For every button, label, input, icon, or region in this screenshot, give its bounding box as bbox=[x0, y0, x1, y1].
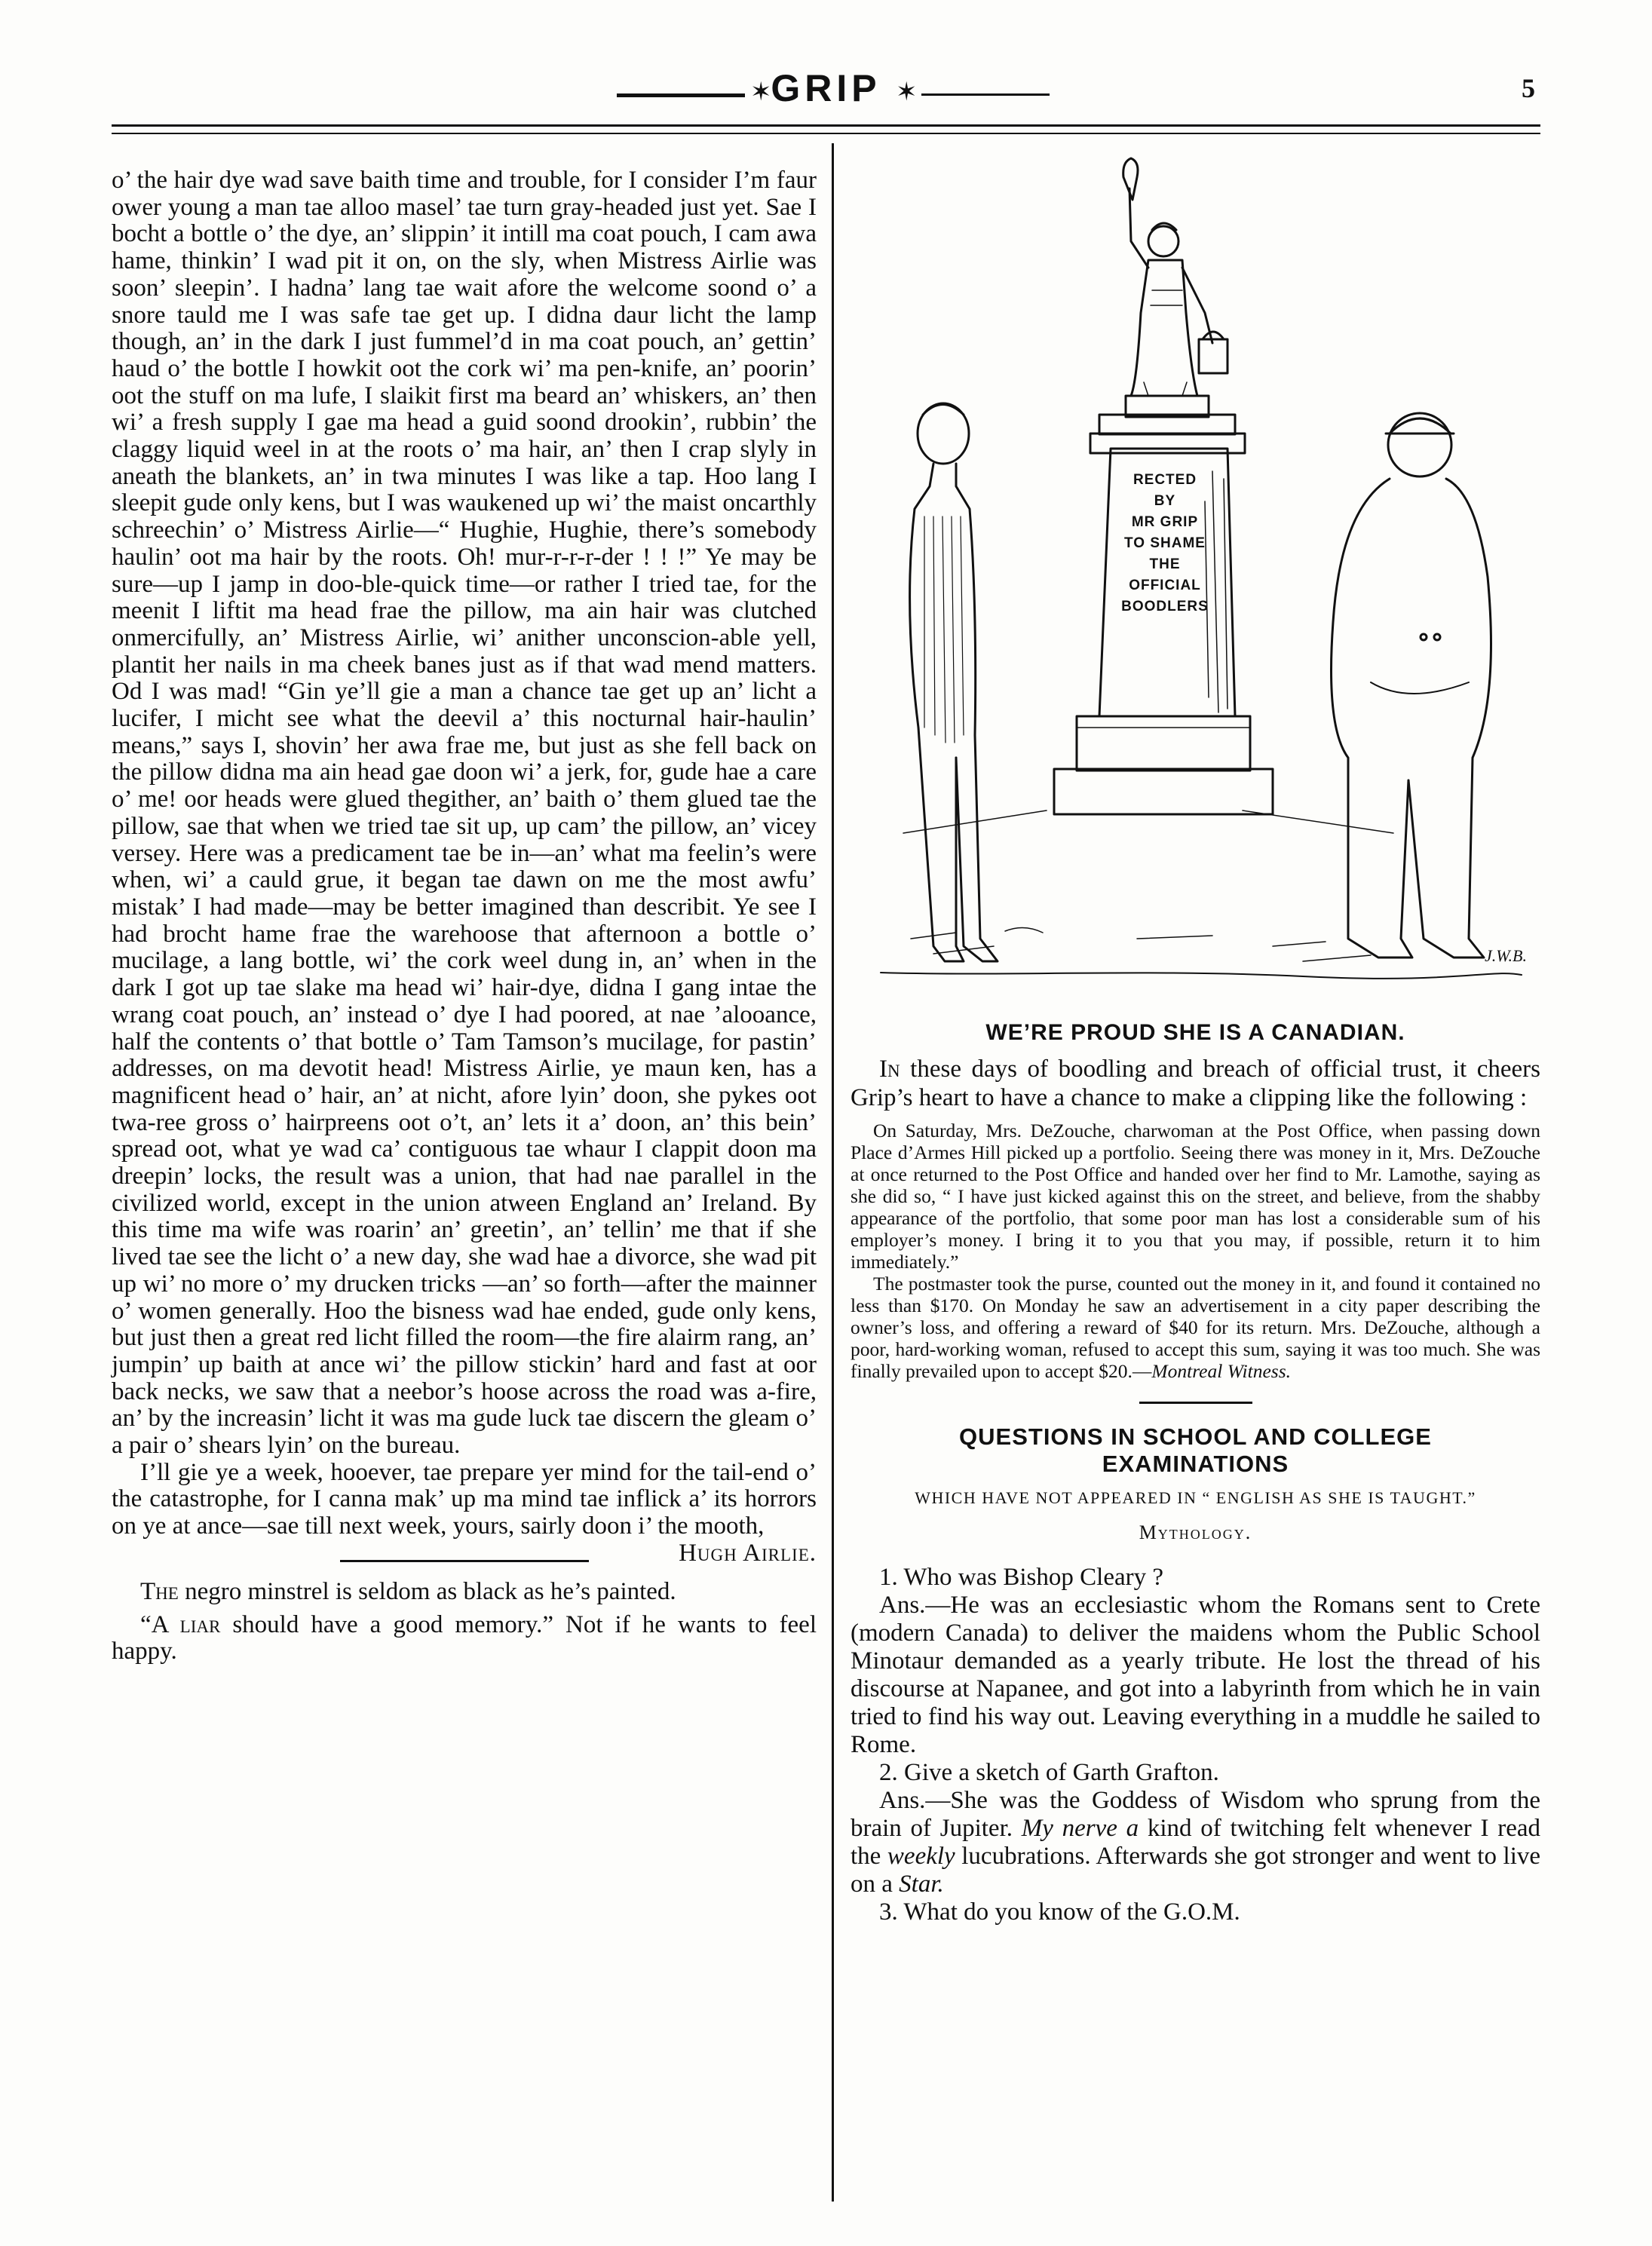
squib-text: negro minstrel is seldom as black as he’s painted. bbox=[185, 1577, 676, 1605]
monument-inscription bbox=[1116, 470, 1214, 617]
clipping-text: The postmaster took the purse, counted out the money in it, and found it contained no less than $170. On Monday he saw an advertisement in a city paper describing the owner’s loss, and offering a reward of $40 for its return. Mrs. DeZouche, although a poor, hard-working woman, refused to accept this sum, saying it was too much. She was finally prevailed upon to accept $20.— bbox=[851, 1273, 1540, 1382]
answer-text: lucubrations. Afterwards she got stronger and went to live on a bbox=[851, 1843, 1541, 1898]
column-divider bbox=[832, 143, 834, 2202]
masthead-rule-right bbox=[921, 93, 1050, 96]
answer-italic: weekly bbox=[887, 1843, 955, 1870]
squib-lead: The bbox=[140, 1577, 179, 1605]
questions-heading-line-2: EXAMINATIONS bbox=[1102, 1451, 1289, 1477]
question-1: 1. Who was Bishop Cleary ? bbox=[879, 1564, 1164, 1591]
squib-liar bbox=[112, 1612, 817, 1665]
right-column bbox=[851, 155, 1540, 1926]
page-number: 5 bbox=[1522, 73, 1535, 103]
left-column bbox=[112, 167, 817, 1665]
news-clipping-paragraph bbox=[851, 1273, 1540, 1382]
answer-2 bbox=[851, 1787, 1540, 1898]
answer-italic: My nerve a bbox=[1021, 1815, 1139, 1842]
star-ornament-right: ✶ bbox=[896, 78, 918, 106]
header-rule-bottom bbox=[112, 133, 1540, 134]
answer-text: Ans.—She was the Goddess of Wisdom who sprung from the brain of Jupiter. bbox=[851, 1787, 1540, 1842]
questions-heading: QUESTIONS IN SCHOOL AND COLLEGE bbox=[959, 1423, 1432, 1450]
answer-1: Ans.—He was an ecclesiastic whom the Romans sent to Crete (modern Canada) to deliver the maidens whom the Public School Minotaur demanded as a yearly tribute. He lost the thread of his discourse at Napanee, and got into a labyrinth from which he in vain tried to find his way out. Leaving everything in a muddle he sailed to Rome. bbox=[851, 1592, 1540, 1758]
cartoon-caption: WE’RE PROUD SHE IS A CANADIAN. bbox=[985, 1020, 1405, 1045]
section-title-mythology: Mythology. bbox=[1139, 1521, 1252, 1543]
answer-italic: Star. bbox=[899, 1871, 944, 1898]
author-signature: Hugh Airlie. bbox=[679, 1539, 817, 1567]
masthead-title: GRIP bbox=[771, 67, 881, 109]
squib-text: should have a good memory.” Not if he wants to feel happy. bbox=[112, 1610, 817, 1665]
inscription-line: OFFICIAL bbox=[1129, 578, 1201, 593]
story-closing-paragraph bbox=[112, 1458, 817, 1567]
story-paragraph: o’ the hair dye wad save baith time and trouble, for I consider I’m faur ower young a man tae alloo masel’ tae turn gray-headed just yet. Sae I bocht a bottle o’ the dye, an’ slippin’ it intill ma coat pouch, I cam awa hame, thinkin’ I wad pit it on, on the sly, when Mistress Airlie was soon’ sleepin’. I hadna’ lang tae wait afore the welcome soond o’ a snore tauld me I was safe tae get up. I didna daur licht the lamp though, an’ in the dark I just fummel’d in ma coat pouch, an’ gettin’ haud o’ the bottle I howkit oot the cork wi’ ma pen-knife, an’ poorin’ oot the stuff on ma lufe, I slaikit first ma beard an’ whiskers, an’ then wi’ a fresh supply I gae ma head a guid soond drookin’, rubbin’ the claggy liquid weel in at the roots o’ ma hair, an’ then I crap slyly in aneath the blankets, an’ in twa minutes I was like a tap. Hoo lang I sleepit gude only kens, but I was waukened up wi’ the maist oncarthly schreechin’ o’ Mistress Airlie—“ Hughie, Hughie, there’s somebody haulin’ oot ma hair by the roots. Oh! mur-r-r-r-der ! ! !” Ye may be sure—up I jamp in doo-ble-quick time—or rather I tried tae, for the meenit I liftit ma head frae the pillow, ma ain hair was clutched onmercifully, an’ Mistress Airlie, wi’ anither unconscion-able yell, plantit her nails in ma cheek banes just as if that wad mend matters. Od I was mad! “Gin ye’ll gie a man a chance tae get up an’ licht a lucifer, I micht see what the deevil a’ this nocturnal hair-haulin’ means,” says I, shovin’ her awa frae me, but just as she fell back on the pillow didna ma ain head gae doon wi’ a jerk, for, gude hae a care o’ me! oor heads were glued thegither, an’ baith o’ them glued tae the pillow, sae that when we tried tae sit up, up cam’ the pillow, an’ vicey versey. Here was a predicament tae be in—an’ what ma feelin’s were when, wi’ a cauld grue, it began tae dawn on me the most awfu’ mistak’ I had made—may be better imagined than describit. Ye see I had brocht hame frae the warehoose that afternoon a bottle o’ mucilage, a lang bottle, wi’ the cork weel dung in, an’ when in the dark I got up tae slake ma head wi’ hair-dye, didna I gang intae the wrang coat pouch, an’ instead o’ dye I had poored, at nae ’alooance, half the contents o’ that bottle o’ Tam Tamson’s mucilage, for pastin’ addresses, on ma devotit head! Mistress Airlie, ye maun ken, has a magnificent head o’ hair, an’ at nicht, afore lyin’ doon, she pykes oot twa-ree gross o’ hairpreens oot o’t, an’ lets it a’ doon, an’ this bein’ spread oot, what ye wad ca’ contiguous tae whaur I clappit doon ma dreepin’ locks, the result was a union, that had nae parallel in the civilized world, except in the union atween England an’ Ireland. By this time ma wife was roarin’ an’ greetin’, an’ tellin’ me that if she lived tae see the licht o’ a new day, she wad hae a divorce, she wad pit up wi’ no more o’ my drucken tricks —an’ so forth—after the mainner o’ women generally. Hoo the bisness wad hae ended, gude only kens, but just then a great red licht filled the room—the fire alairm rang, an’ jumpin’ up baith at ance wi’ the pillow stickin’ hard and fast at oor back necks, we saw that a neebor’s hoose across the road was a-fire, an’ by the increasin’ licht it was ma gude luck tae discern the gleam o’ a pair o’ shears lyin’ on the bureau. bbox=[112, 167, 817, 1460]
clipping-source: Montreal Witness. bbox=[1151, 1360, 1292, 1382]
intro-lead: In bbox=[879, 1056, 900, 1083]
inscription-line: TO SHAME bbox=[1124, 535, 1206, 551]
news-clipping-paragraph: On Saturday, Mrs. DeZouche, charwoman at the Post Office, when passing down Place d’Armes Hill picked up a portfolio. Seeing there was money in it, Mrs. DeZouche at once returned to the Post Office and handed over her find to Mr. Lamothe, saying as she did so, “ I have just kicked against this on the street, and believe, from the shabby appearance of the portfolio, that some poor man has lost a considerable sum of his employer’s money. I bring it to you that you may, if possible, return it to him immediately.” bbox=[851, 1120, 1540, 1273]
article-intro bbox=[851, 1055, 1540, 1112]
masthead bbox=[0, 66, 1652, 112]
question-2: 2. Give a sketch of Garth Grafton. bbox=[879, 1759, 1219, 1786]
inscription-line: THE bbox=[1149, 556, 1181, 572]
header-rule-top bbox=[112, 124, 1540, 127]
question-3: 3. What do you know of the G.O.M. bbox=[879, 1898, 1240, 1926]
intro-text: these days of boodling and breach of official trust, it cheers Grip’s heart to have a chance to make a clipping like the following : bbox=[851, 1056, 1540, 1111]
artist-signature: J.W.B. bbox=[1484, 946, 1527, 965]
questions-subheading: WHICH HAVE NOT APPEARED IN “ ENGLISH AS SHE IS TAUGHT.” bbox=[915, 1488, 1476, 1507]
inscription-line: BOODLERS bbox=[1121, 599, 1209, 614]
closing-text: I’ll gie ye a week, hooever, tae prepare yer mind for the tail-end o’ the catastrophe, for I canna mak’ up ma mind tae inflick a’ its horrors on ye at ance—sae till next week, yours, sairly doon i’ the mooth, bbox=[112, 1458, 817, 1540]
squib-lead: “A liar bbox=[140, 1610, 221, 1638]
inscription-line: BY bbox=[1154, 493, 1176, 509]
inscription-line: RECTED bbox=[1132, 472, 1197, 488]
cartoon-illustration bbox=[851, 155, 1540, 1007]
squib-minstrel bbox=[112, 1579, 817, 1606]
star-ornament-left: ✶ bbox=[750, 78, 772, 106]
answer-text: kind of twitching felt whenever I read the bbox=[851, 1815, 1541, 1870]
inscription-line: MR GRIP bbox=[1131, 514, 1199, 530]
